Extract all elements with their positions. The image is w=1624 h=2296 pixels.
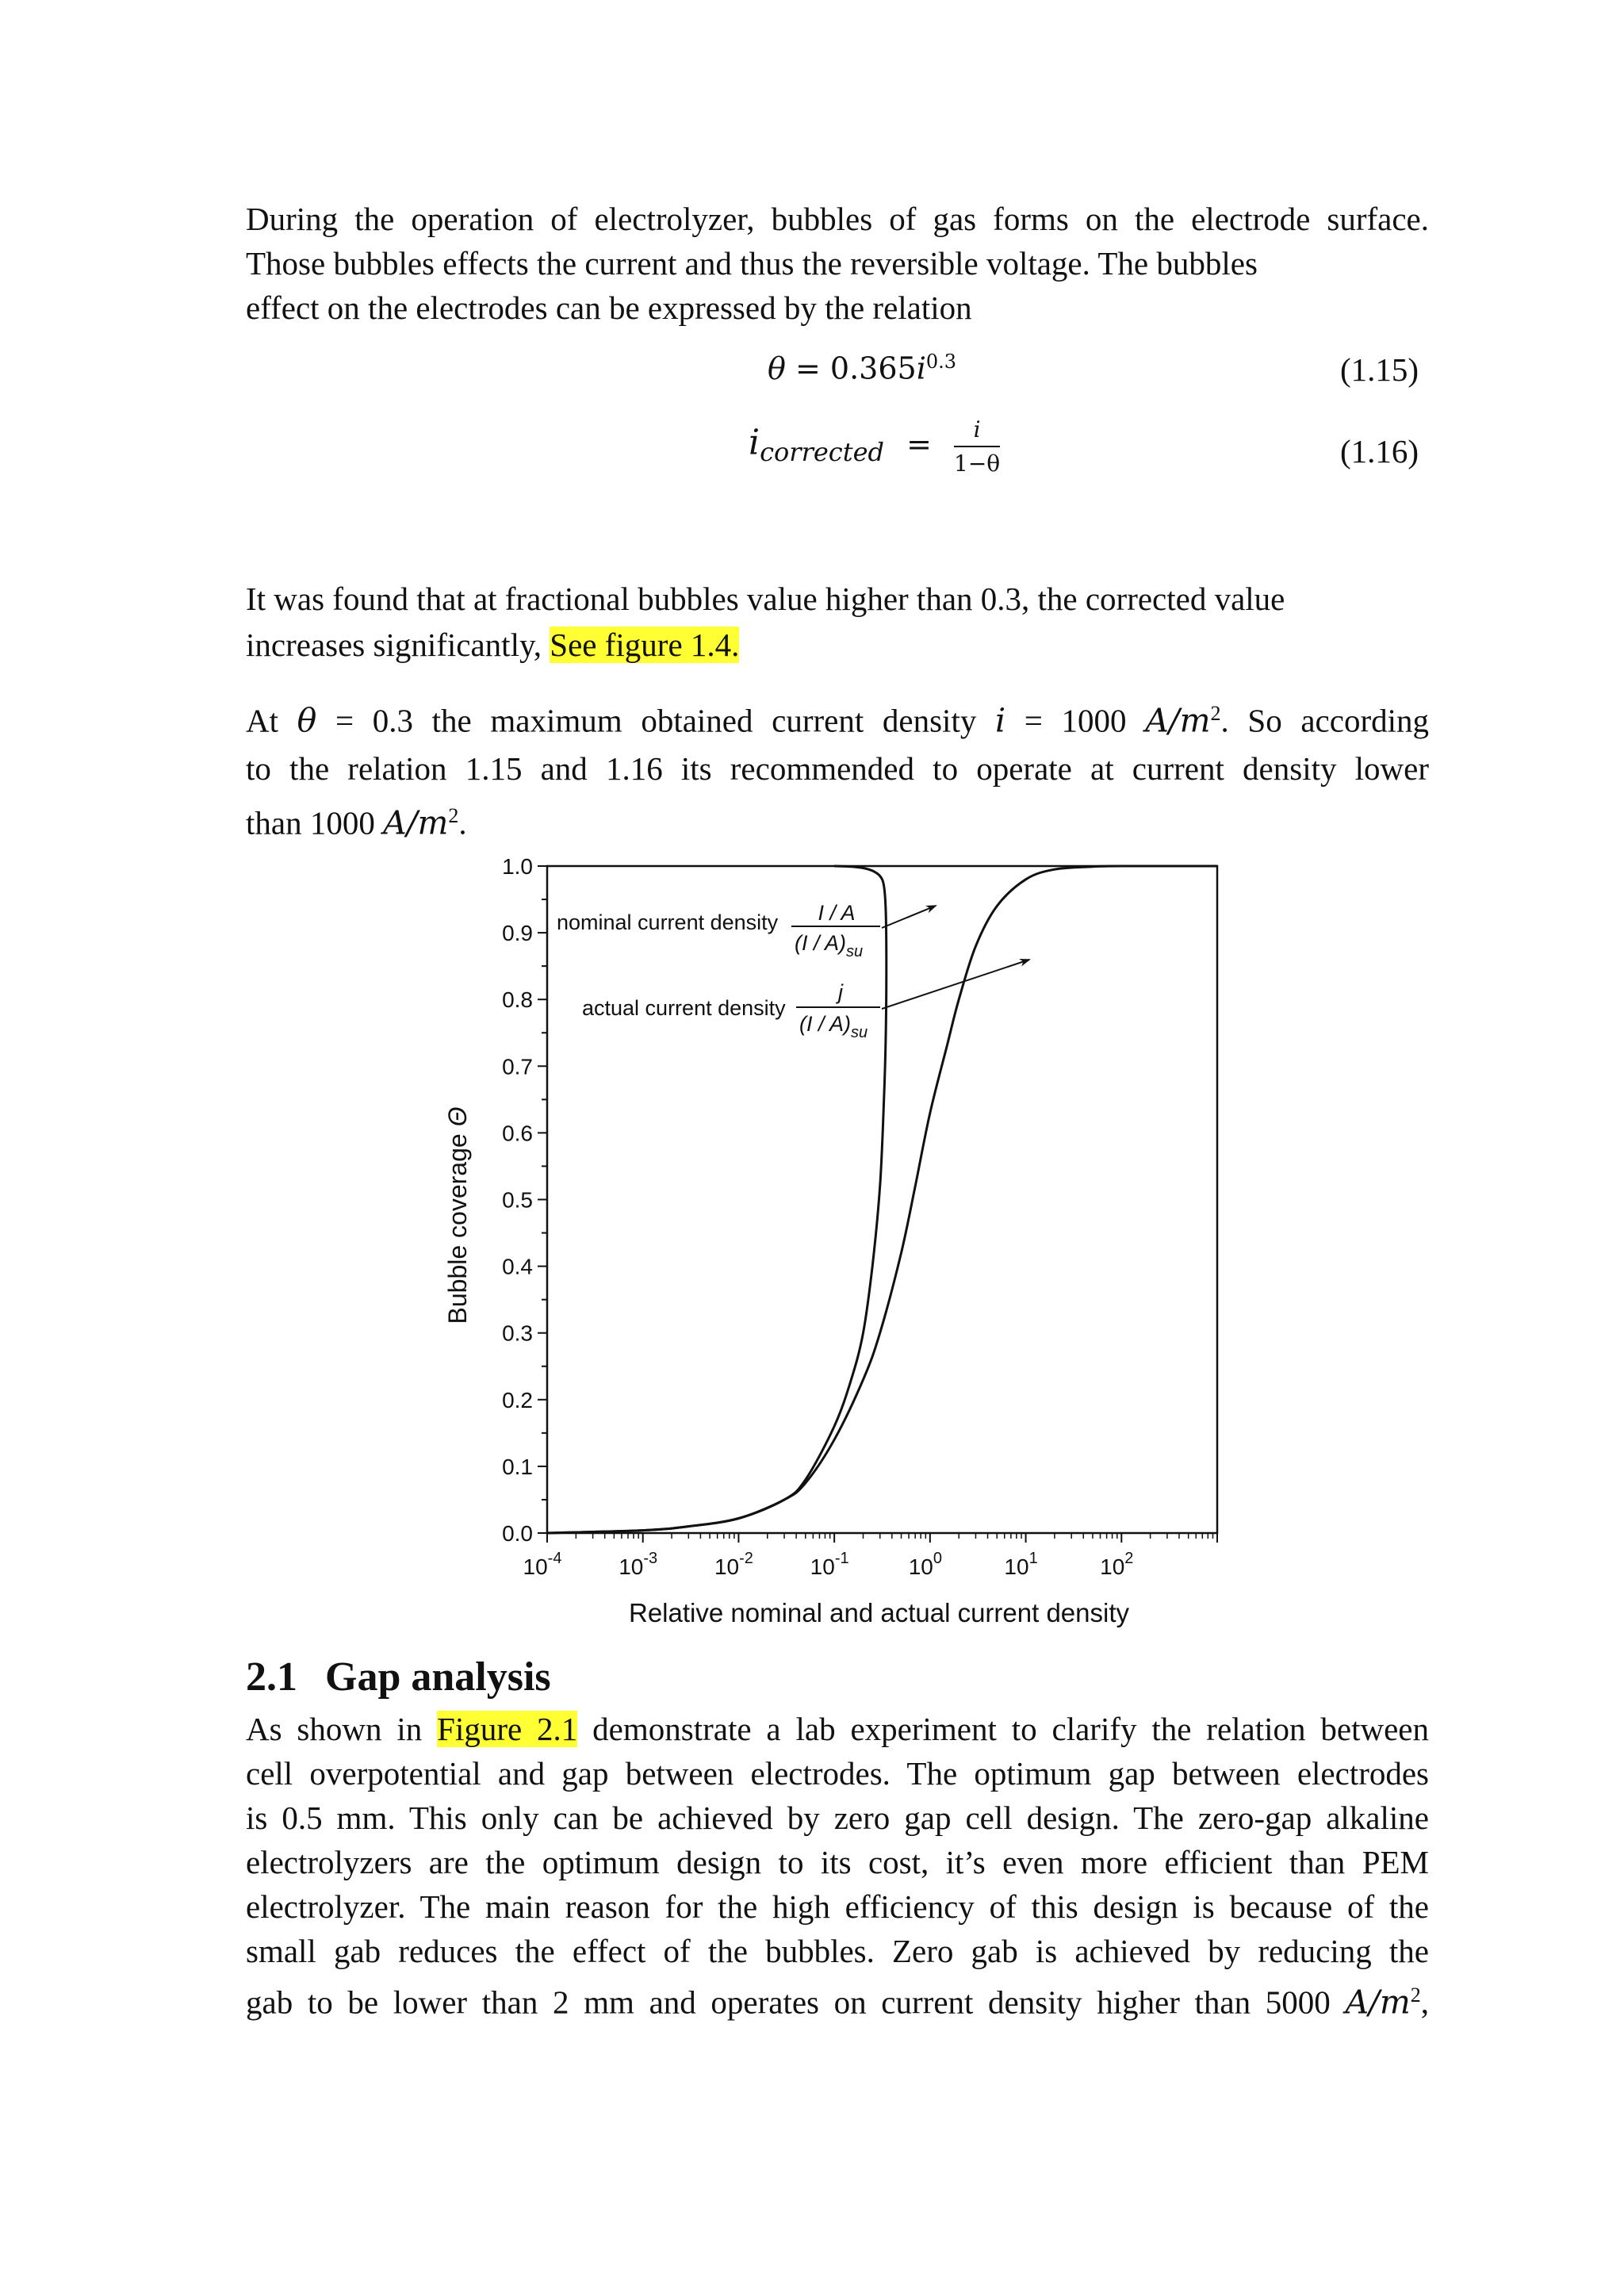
bubble-line-2: increases significantly, See figure 1.4.	[246, 627, 740, 663]
actual-annotation-numerator: j	[838, 980, 843, 1004]
bubble-coverage-chart	[428, 841, 1253, 1642]
x-tick-label: $10^{-4}$	[523, 1550, 562, 1579]
y-tick-label: 0.6	[502, 1121, 533, 1146]
gap-line-4: electrolyzers are the optimum design to its cost, it’s even more efficient than PEM	[246, 1844, 1429, 1880]
y-axis-label: Bubble coverage Θ	[443, 1106, 472, 1324]
y-tick-label: 1.0	[502, 854, 533, 879]
gap-line-3: is 0.5 mm. This only can be achieved by zero gap cell design. The zero-gap alkaline	[246, 1800, 1429, 1836]
x-tick-label: $10^0$	[908, 1550, 942, 1579]
y-tick-label: 0.0	[502, 1521, 533, 1546]
gap-analysis-paragraph	[246, 1707, 1429, 2025]
equation-1-16: $i_{corrected}$ = $\frac{i}{1-\theta}$	[749, 416, 1001, 477]
x-tick-label: $10^{-2}$	[714, 1550, 753, 1579]
fraction: $\frac{i}{1-\theta}$	[954, 416, 1001, 477]
current-density-line-1: At θ = 0.3 the maximum obtained current density i = 1000 $A/m^2$. So according	[246, 701, 1429, 740]
actual-annotation-label: actual current density	[582, 996, 786, 1020]
actual-pointer-arrow	[882, 960, 1029, 1009]
gap-line-2: cell overpotential and gap between electrodes. The optimum gap between electrodes	[246, 1755, 1429, 1792]
section-title: Gap analysis	[325, 1654, 551, 1700]
intro-line-2: Those bubbles effects the current and thus the reversible voltage. The bubbles	[246, 245, 1258, 282]
y-axis	[502, 854, 547, 1546]
section-heading	[246, 1654, 551, 1700]
x-axis	[523, 1533, 1217, 1579]
current-density-paragraph	[246, 690, 1429, 846]
nominal-annotation-label: nominal current density	[557, 910, 779, 934]
y-tick-label: 0.9	[502, 921, 533, 946]
current-density-line-2: to the relation 1.15 and 1.16 its recommended to operate at current density lower	[246, 749, 1429, 787]
gap-line-7: gab to be lower than 2 mm and operates on current density higher than 5000 $A/m^2$,	[246, 1983, 1429, 2022]
current-density-line-3: than 1000 $A/m^2$.	[246, 803, 467, 842]
x-tick-label: $10^{-1}$	[810, 1550, 849, 1579]
x-tick-label: $10^{-3}$	[619, 1550, 658, 1579]
figure-2-1-link[interactable]: Figure 2.1	[437, 1711, 578, 1747]
series-layer	[547, 866, 1217, 1533]
series-line-actual	[547, 866, 1217, 1533]
x-tick-label: $10^2$	[1100, 1550, 1134, 1579]
nominal-annotation-denominator: $(I / A)_{su}$	[795, 931, 864, 960]
intro-line-3: effect on the electrodes can be expressed by the relation	[246, 289, 972, 326]
y-tick-label: 0.8	[502, 987, 533, 1013]
figure-1-4-link[interactable]: See figure 1.4.	[550, 627, 740, 663]
bubble-paragraph	[246, 576, 1429, 668]
series-line-nominal	[547, 866, 887, 1533]
plot-frame	[547, 866, 1217, 1533]
x-tick-label: $10^1$	[1004, 1550, 1038, 1579]
bubble-line-1: It was found that at fractional bubbles value higher than 0.3, the corrected value	[246, 581, 1285, 617]
intro-line-1: During the operation of electrolyzer, bubbles of gas forms on the electrode surface.	[246, 201, 1429, 237]
nominal-annotation-numerator: I / A	[818, 901, 856, 925]
equation-number-1-16: (1.16)	[1340, 433, 1419, 470]
y-tick-label: 0.5	[502, 1187, 533, 1213]
gap-line-6: small gab reduces the effect of the bubbles. Zero gab is achieved by reducing the	[246, 1933, 1429, 1969]
gap-line-5: electrolyzer. The main reason for the high efficiency of this design is because of the	[246, 1888, 1429, 1925]
y-tick-label: 0.4	[502, 1254, 533, 1279]
equation-number-1-15: (1.15)	[1340, 351, 1419, 388]
nominal-pointer-arrow	[882, 906, 936, 928]
y-tick-label: 0.2	[502, 1387, 533, 1412]
section-number: 2.1	[246, 1654, 297, 1700]
gap-line-1: As shown in Figure 2.1 demonstrate a lab experiment to clarify the relation between	[246, 1711, 1429, 1747]
intro-paragraph	[246, 197, 1429, 330]
y-tick-label: 0.1	[502, 1454, 533, 1479]
y-tick-label: 0.7	[502, 1054, 533, 1079]
y-tick-label: 0.3	[502, 1320, 533, 1346]
actual-annotation-denominator: $(I / A)_{su}$	[799, 1012, 868, 1041]
x-axis-label: Relative nominal and actual current density	[628, 1598, 1130, 1627]
plot-border	[547, 866, 1217, 1533]
equation-1-15: $\theta = 0.365i^{0.3}$	[768, 351, 957, 386]
